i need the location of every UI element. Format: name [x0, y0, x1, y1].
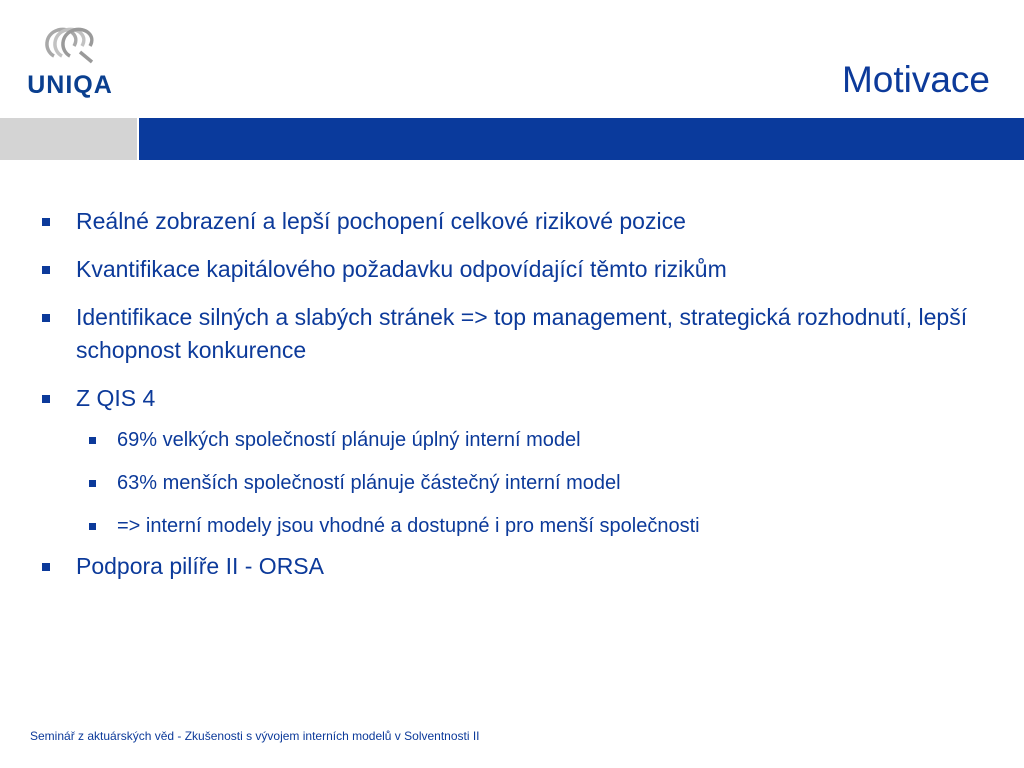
bullet-item	[40, 205, 980, 238]
bullet-item	[40, 382, 980, 415]
bullet-text: Z QIS 4	[76, 385, 156, 411]
bullet-item	[40, 301, 980, 367]
bullet-text: Kvantifikace kapitálového požadavku odpovídající těmto rizikům	[76, 256, 727, 282]
header-band-blue	[139, 118, 1024, 160]
bullet-list	[40, 205, 980, 598]
bullet-text: Podpora pilíře II - ORSA	[76, 553, 324, 579]
square-bullet-icon	[89, 480, 96, 487]
header-band-gray	[0, 118, 137, 160]
slide-title: Motivace	[841, 59, 990, 100]
uniqa-logo-mark-icon	[40, 26, 100, 64]
uniqa-logo	[22, 26, 118, 99]
sub-bullet-item	[40, 513, 980, 540]
square-bullet-icon	[42, 218, 50, 226]
bullet-text: 63% menších společností plánuje částečný interní model	[117, 472, 621, 494]
sub-bullet-item	[40, 470, 980, 497]
bullet-text: => interní modely jsou vhodné a dostupné i pro menší společnosti	[117, 515, 700, 537]
sub-bullet-item	[40, 427, 980, 454]
square-bullet-icon	[42, 266, 50, 274]
logo-text: UNIQA	[27, 71, 113, 99]
square-bullet-icon	[42, 395, 50, 403]
bullet-text: Identifikace silných a slabých stránek => top management, strategická rozhodnutí, lepší schopnost konkurence	[76, 304, 968, 363]
bullet-text: 69% velkých společností plánuje úplný interní model	[117, 429, 581, 451]
bullet-text: Reálné zobrazení a lepší pochopení celkové rizikové pozice	[76, 208, 686, 234]
square-bullet-icon	[89, 523, 96, 530]
square-bullet-icon	[42, 314, 50, 322]
square-bullet-icon	[89, 437, 96, 444]
bullet-item	[40, 550, 980, 583]
bullet-item	[40, 253, 980, 286]
footer-text: Seminář z aktuárských věd - Zkušenosti s vývojem interních modelů v Solventnosti II	[30, 729, 480, 743]
square-bullet-icon	[42, 563, 50, 571]
